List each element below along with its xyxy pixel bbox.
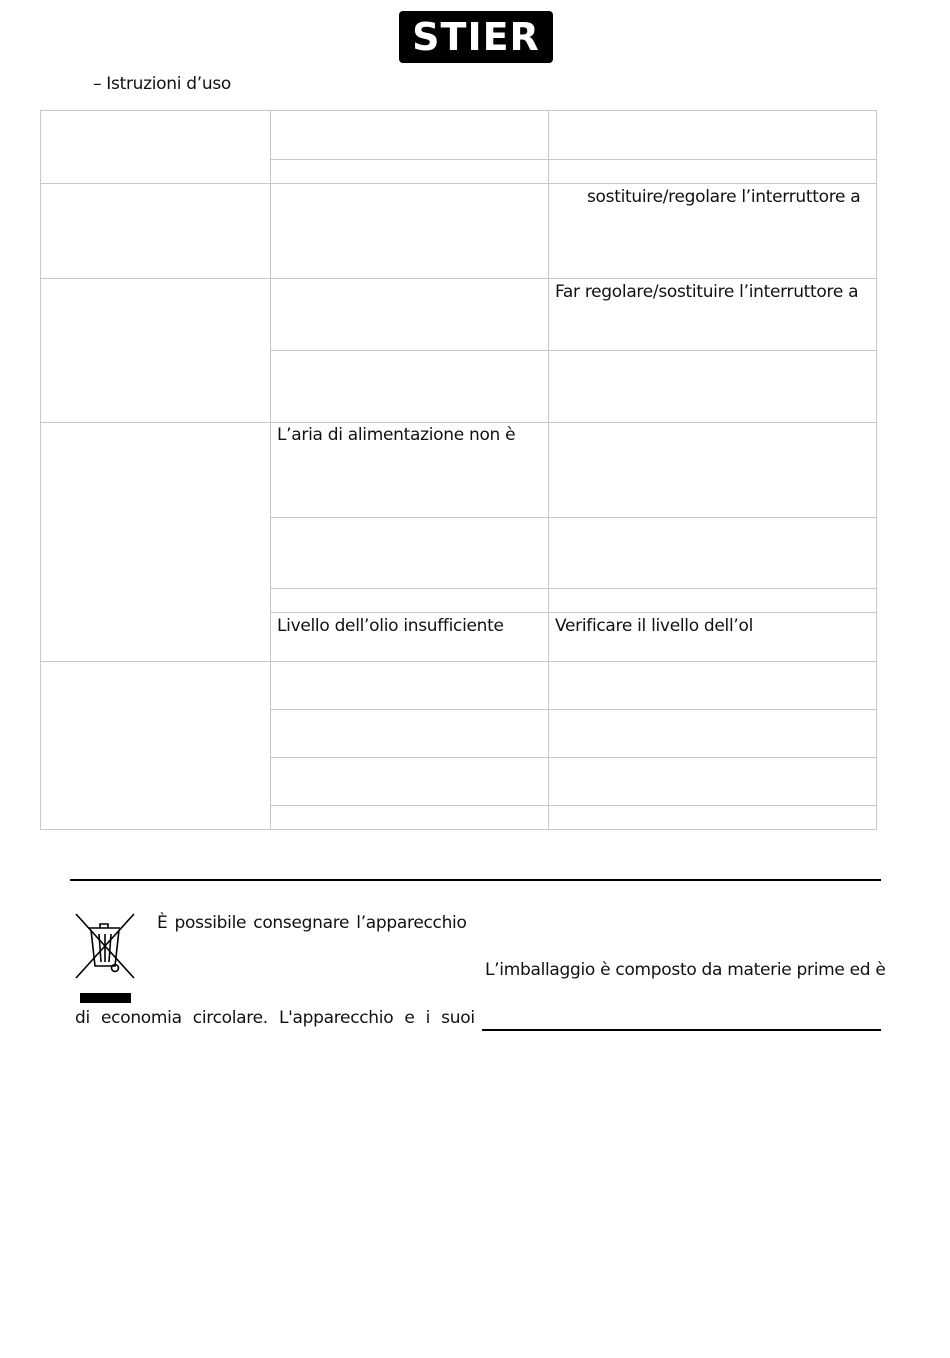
table-row-divider [40, 422, 877, 423]
table-cell-solution: Far regolare/sostituire l’interruttore a [555, 282, 859, 302]
table-cell-cause: Livello dell’olio insufficiente [277, 616, 504, 636]
table-subrow-divider [270, 612, 877, 613]
signature-line [482, 1029, 881, 1031]
table-row-divider [40, 278, 877, 279]
crossed-out-wheelie-bin-icon [74, 912, 136, 982]
table-column-divider [548, 110, 549, 830]
weee-underline-bar [80, 993, 131, 1003]
disposal-text-line: L’imballaggio è composto da materie prime ed è [485, 960, 886, 980]
table-subrow-divider [270, 517, 877, 518]
table-column-divider [270, 110, 271, 830]
disposal-text-line: di economia circolare. L'apparecchio e i suoi [75, 1008, 475, 1028]
brand-logo [399, 11, 553, 63]
table-subrow-divider [270, 757, 877, 758]
table-cell-cause: L’aria di alimentazione non è [277, 425, 516, 445]
table-subrow-divider [270, 588, 877, 589]
table-subrow-divider [270, 805, 877, 806]
table-subrow-divider [270, 709, 877, 710]
brand-logo-text: STIER [412, 15, 540, 59]
table-row-divider [40, 183, 877, 184]
table-subrow-divider [270, 350, 877, 351]
table-row-divider [40, 661, 877, 662]
section-divider [70, 879, 881, 881]
table-subrow-divider [270, 159, 877, 160]
document-subtitle: – Istruzioni d’uso [93, 74, 231, 94]
table-cell-solution: Verificare il livello dell’ol [555, 616, 754, 636]
troubleshooting-table [40, 110, 877, 830]
disposal-text-line: È possibile consegnare l’apparecchio [157, 913, 467, 933]
table-cell-solution: sostituire/regolare l’interruttore a [587, 187, 861, 207]
